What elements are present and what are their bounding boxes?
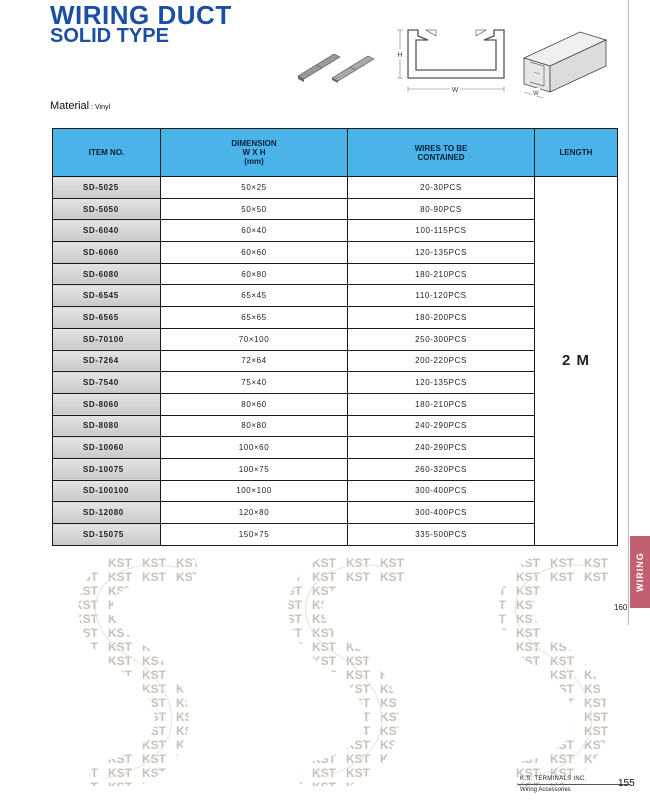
dimension-cell: 65×45 (161, 285, 348, 307)
dimension-header-line-1: DIMENSION (231, 139, 277, 148)
side-rule (628, 0, 629, 625)
wires-cell: 260-320PCS (348, 458, 535, 480)
table-header-row (53, 129, 618, 177)
dimension-cell: 100×60 (161, 437, 348, 459)
item-no-cell: SD-6040 (53, 220, 161, 242)
item-no-cell: SD-6545 (53, 285, 161, 307)
dimension-header-line-3: (mm) (244, 157, 264, 166)
material-value: : Vinyl (91, 104, 111, 111)
dimension-cell: 60×80 (161, 263, 348, 285)
table-row (53, 372, 618, 394)
width-label-3d: W (533, 91, 539, 97)
item-no-cell: SD-8060 (53, 393, 161, 415)
wires-cell: 20-30PCS (348, 177, 535, 199)
duct-strips-image (292, 48, 382, 84)
item-no-cell: SD-10075 (53, 458, 161, 480)
item-no-cell: SD-6080 (53, 263, 161, 285)
table-row (53, 393, 618, 415)
wires-cell: 240-290PCS (348, 437, 535, 459)
item-no-cell: SD-15075 (53, 524, 161, 546)
wires-cell: 180-200PCS (348, 307, 535, 329)
item-no-cell: SD-10060 (53, 437, 161, 459)
dimension-cell: 65×65 (161, 307, 348, 329)
item-no-cell: SD-7264 (53, 350, 161, 372)
table-row (53, 307, 618, 329)
footer-page-number: 155 (618, 778, 635, 789)
dimension-cell: 60×40 (161, 220, 348, 242)
footer-section: Wiring Accessories (520, 787, 571, 793)
table-row (53, 415, 618, 437)
table-row (53, 263, 618, 285)
width-label: W (451, 87, 459, 94)
dimension-cell: 50×50 (161, 198, 348, 220)
dimension-cell: 100×100 (161, 480, 348, 502)
height-label: H (397, 52, 403, 59)
material-label: Material (50, 100, 90, 112)
wires-header-line-1: WIRES TO BE (414, 143, 468, 153)
page-title: WIRING DUCT (50, 0, 232, 30)
wires-cell: 300-400PCS (348, 502, 535, 524)
wires-cell: 335-500PCS (348, 524, 535, 546)
item-no-cell: SD-6565 (53, 307, 161, 329)
wires-cell: 300-400PCS (348, 480, 535, 502)
dimension-cell: 120×80 (161, 502, 348, 524)
wires-cell: 120-135PCS (348, 372, 535, 394)
item-no-cell: SD-100100 (53, 480, 161, 502)
table-row (53, 242, 618, 264)
wires-cell: 180-210PCS (348, 393, 535, 415)
dimension-cell: 70×100 (161, 328, 348, 350)
dimension-header-line-2: W X H (242, 148, 266, 157)
item-no-cell: SD-7540 (53, 372, 161, 394)
dimension-cell: 50×25 (161, 177, 348, 199)
side-page-number: 160 (614, 603, 628, 612)
item-no-cell: SD-5050 (53, 198, 161, 220)
table-row (53, 350, 618, 372)
dimension-cell: 60×60 (161, 242, 348, 264)
dimension-cell: 150×75 (161, 524, 348, 546)
col-header-dimension (161, 129, 348, 177)
wires-cell: 180-210PCS (348, 263, 535, 285)
length-cell: 2 M (535, 177, 618, 546)
item-no-cell: SD-70100 (53, 328, 161, 350)
item-no-cell: SD-8080 (53, 415, 161, 437)
dimension-cell: 72×64 (161, 350, 348, 372)
dimension-cell: 100×75 (161, 458, 348, 480)
wires-cell: 250-300PCS (348, 328, 535, 350)
table-row (53, 328, 618, 350)
kst-watermark-pattern (40, 556, 650, 786)
table-row (53, 198, 618, 220)
wires-cell: 100-115PCS (348, 220, 535, 242)
specs-table (52, 128, 618, 546)
item-no-cell: SD-6060 (53, 242, 161, 264)
table-row (53, 502, 618, 524)
table-row (53, 177, 618, 199)
footer-rule (518, 784, 630, 785)
footer-company: K.S. TERMINALS INC. (520, 776, 587, 782)
table-row (53, 220, 618, 242)
dimension-cell: 75×40 (161, 372, 348, 394)
wires-cell: 110-120PCS (348, 285, 535, 307)
col-header-item-no: ITEM NO. (53, 129, 161, 177)
wires-header-line-2: CONTAINED (417, 152, 465, 162)
table-row (53, 458, 618, 480)
material-line (50, 100, 110, 112)
wires-cell: 120-135PCS (348, 242, 535, 264)
page-subtitle: SOLID TYPE (50, 25, 169, 47)
wires-cell: 200-220PCS (348, 350, 535, 372)
wires-cell: 240-290PCS (348, 415, 535, 437)
table-row (53, 524, 618, 546)
col-header-wires (348, 129, 535, 177)
duct-3d-image (518, 26, 610, 98)
col-header-length: LENGTH (535, 129, 618, 177)
wires-cell: 80-90PCS (348, 198, 535, 220)
item-no-cell: SD-12080 (53, 502, 161, 524)
cross-section-diagram (386, 24, 516, 96)
item-no-cell: SD-5025 (53, 177, 161, 199)
table-row (53, 285, 618, 307)
table-row (53, 437, 618, 459)
dimension-cell: 80×80 (161, 415, 348, 437)
dimension-cell: 80×60 (161, 393, 348, 415)
table-row (53, 480, 618, 502)
section-tab-label: WIRING (635, 552, 645, 592)
